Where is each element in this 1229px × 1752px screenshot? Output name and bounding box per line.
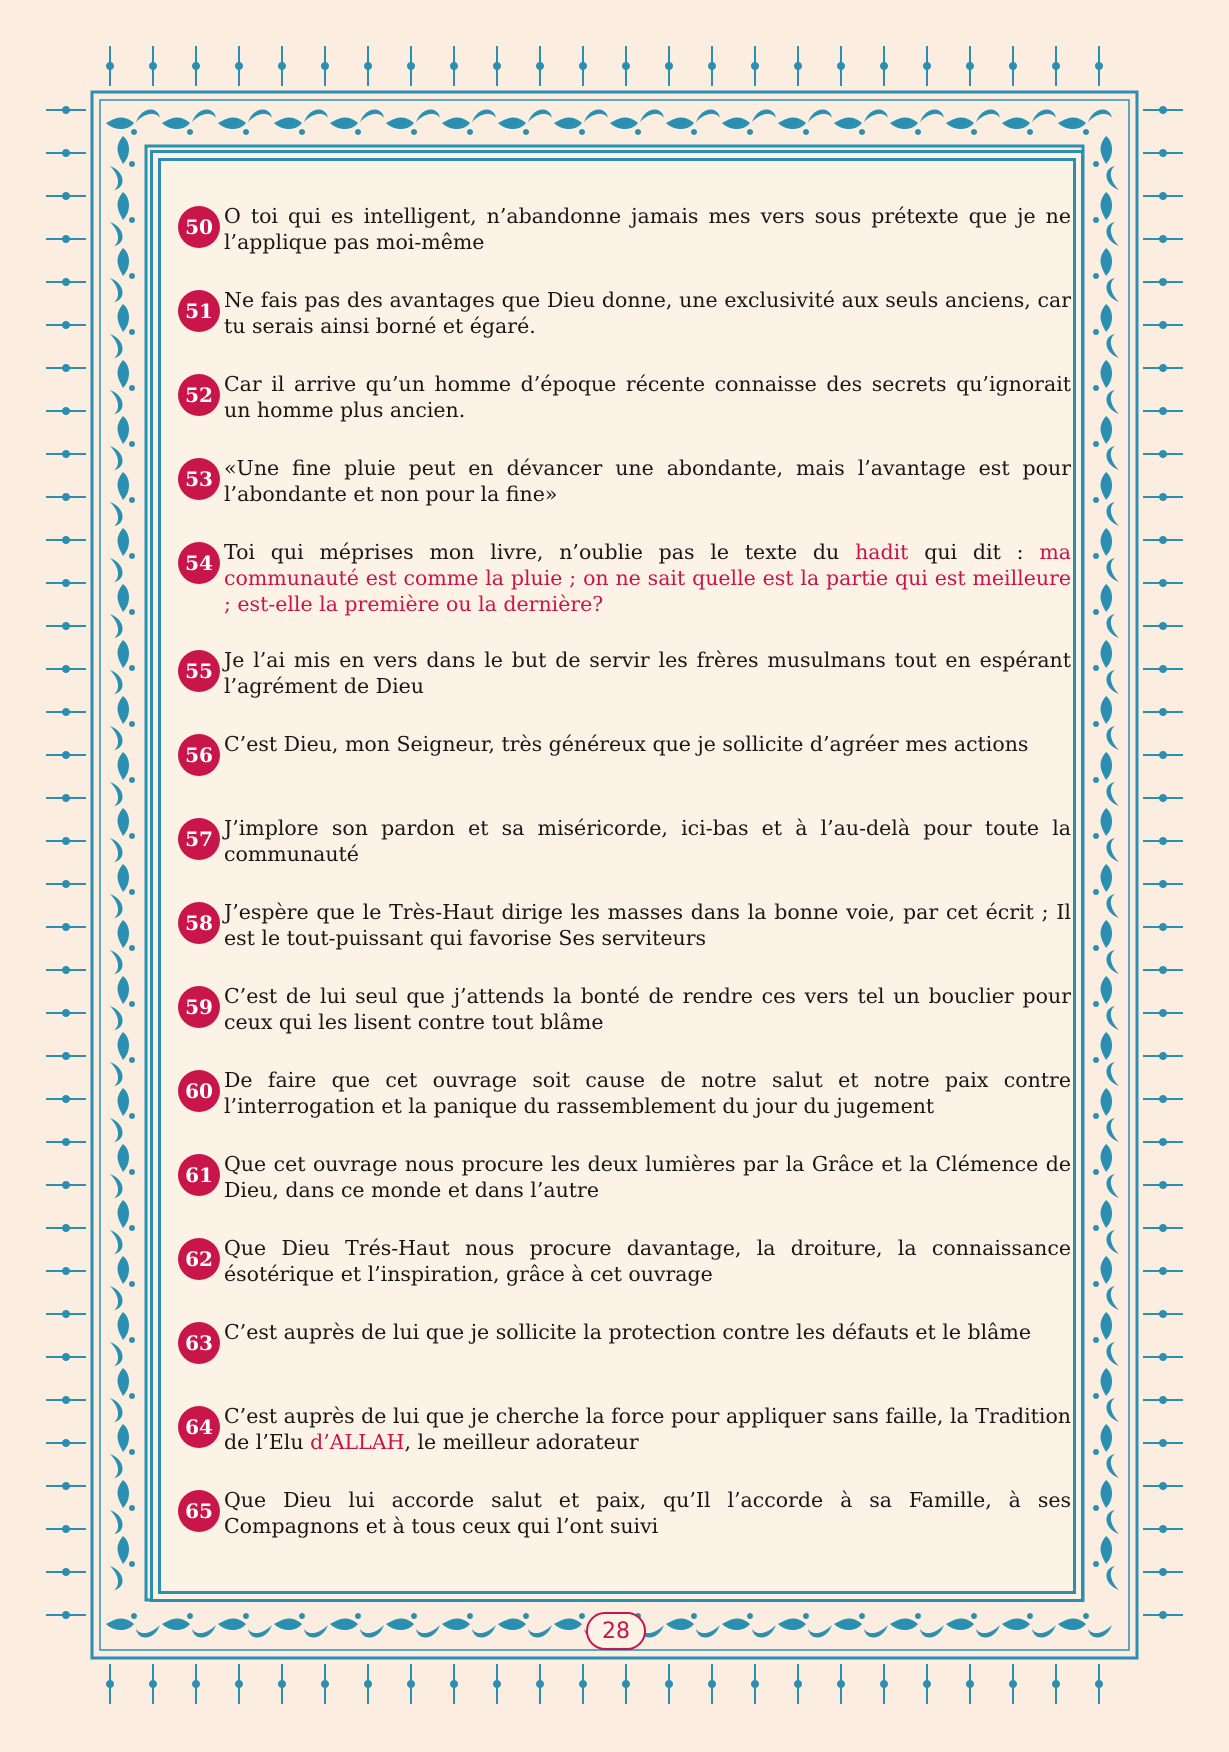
verse-52 [178,371,1073,455]
verse-57 [178,815,1073,899]
verse-number-badge: 56 [178,734,220,776]
verse-text-part: qui dit : [908,540,1040,564]
verse-text [224,1403,1073,1455]
verse-number-badge: 54 [178,542,220,584]
verse-text-part: C’est auprès de lui que je cherche la force pour appliquer sans faille, la Tradition de l’Elu [224,1404,1071,1454]
hadith-quote: ma communauté est comme la pluie ; on ne sait quelle est la partie qui est meilleure ; est-elle la première ou la dernière? [224,540,1071,616]
verse-list [178,203,1073,1571]
verse-61 [178,1151,1073,1235]
verse-text [224,539,1073,617]
verse-text: C’est de lui seul que j’attends la bonté de rendre ces vers tel un bouclier pour ceux qui les lisent contre tout blâme [224,984,1071,1034]
verse-number-badge: 57 [178,818,220,860]
verse-text: Que Dieu Trés-Haut nous procure davantage, la droiture, la connaissance ésotérique et l’inspiration, grâce à cet ouvrage [224,1236,1071,1286]
verse-60 [178,1067,1073,1151]
verse-55 [178,647,1073,731]
verse-63 [178,1319,1073,1403]
verse-number-badge: 59 [178,986,220,1028]
hadith-term: hadit [855,540,909,564]
verse-59 [178,983,1073,1067]
verse-65 [178,1487,1073,1571]
verse-text: J’espère que le Très-Haut dirige les masses dans la bonne voie, par cet écrit ; Il est le tout-puissant qui favorise Ses serviteurs [224,900,1071,950]
verse-53 [178,455,1073,539]
verse-text: Je l’ai mis en vers dans le but de servir les frères musulmans tout en espérant l’agrément de Dieu [224,648,1071,698]
verse-text-part: Toi qui méprises mon livre, n’oublie pas le texte du [224,540,856,564]
verse-number-badge: 64 [178,1406,220,1448]
verse-number-badge: 52 [178,374,220,416]
verse-number-badge: 61 [178,1154,220,1196]
allah-name: d’ALLAH [310,1430,405,1454]
verse-54 [178,539,1073,647]
page-number: 28 [586,1612,646,1650]
verse-number-badge: 50 [178,206,220,248]
verse-number-badge: 63 [178,1322,220,1364]
verse-62 [178,1235,1073,1319]
verse-text: J’implore son pardon et sa miséricorde, ici-bas et à l’au-delà pour toute la communauté [224,816,1071,866]
verse-64 [178,1403,1073,1487]
verse-text: Que Dieu lui accorde salut et paix, qu’Il l’accorde à sa Famille, à ses Compagnons et à tous ceux qui l’ont suivi [224,1488,1071,1538]
verse-number-badge: 65 [178,1490,220,1532]
verse-number-badge: 62 [178,1238,220,1280]
verse-51 [178,287,1073,371]
verse-text: «Une fine pluie peut en dévancer une abondante, mais l’avantage est pour l’abondante et non pour la fine» [224,456,1071,506]
verse-text: Car il arrive qu’un homme d’époque récente connaisse des secrets qu’ignorait un homme plus ancien. [224,372,1071,422]
verse-text-part: , le meilleur adorateur [404,1430,639,1454]
verse-text: Ne fais pas des avantages que Dieu donne, une exclusivité aux seuls anciens, car tu serais ainsi borné et égaré. [224,288,1071,338]
verse-text: De faire que cet ouvrage soit cause de notre salut et notre paix contre l’interrogation et la panique du rassemblement du jour du jugement [224,1068,1071,1118]
verse-50 [178,203,1073,287]
verse-58 [178,899,1073,983]
verse-text: O toi qui es intelligent, n’abandonne jamais mes vers sous prétexte que je ne l’applique pas moi-même [224,204,1071,254]
verse-number-badge: 51 [178,290,220,332]
verse-number-badge: 55 [178,650,220,692]
verse-number-badge: 60 [178,1070,220,1112]
verse-text: Que cet ouvrage nous procure les deux lumières par la Grâce et la Clémence de Dieu, dans ce monde et dans l’autre [224,1152,1071,1202]
verse-number-badge: 53 [178,458,220,500]
verse-text: C’est Dieu, mon Seigneur, très généreux que je sollicite d’agréer mes actions [224,732,1029,756]
verse-text: C’est auprès de lui que je sollicite la protection contre les défauts et le blâme [224,1320,1031,1344]
verse-56 [178,731,1073,815]
verse-number-badge: 58 [178,902,220,944]
